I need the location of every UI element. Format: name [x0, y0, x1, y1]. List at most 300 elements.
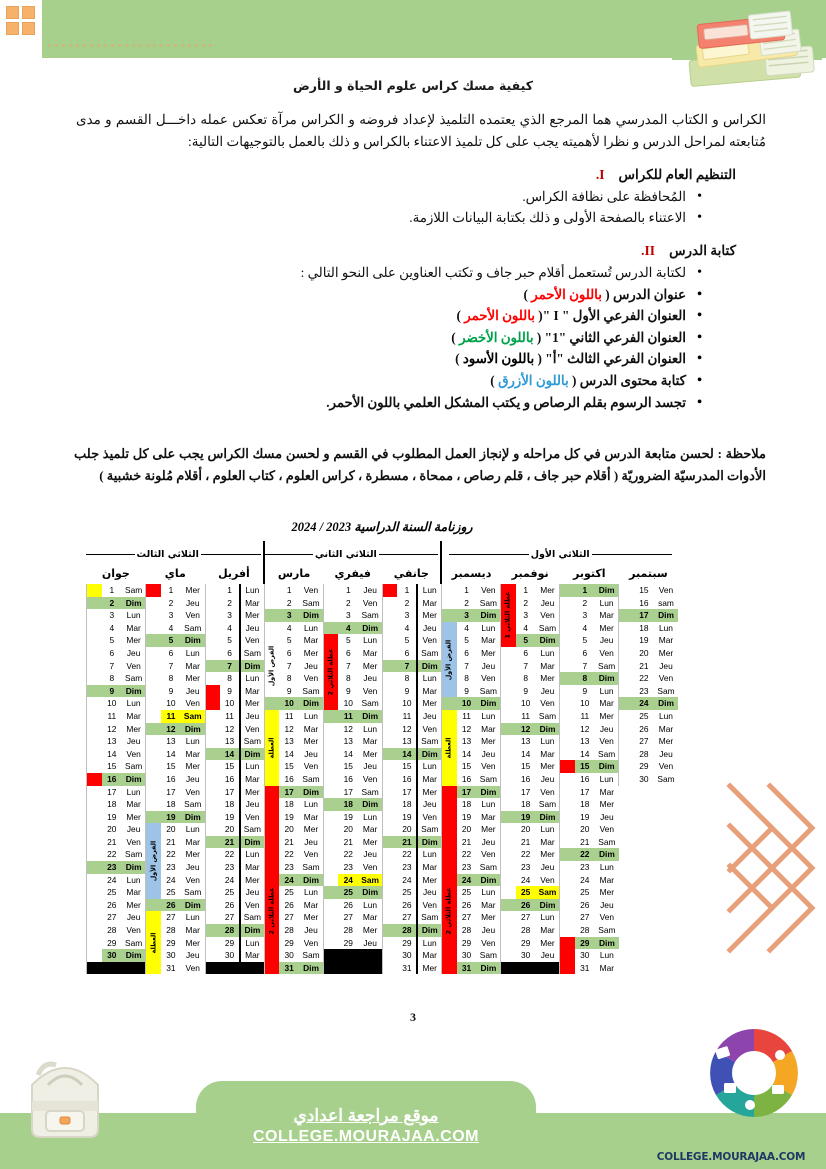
vertical-annotation-label: عطلة الثلاثي 2	[267, 887, 276, 935]
day-number-cell: 21	[338, 836, 358, 849]
day-marker-cell	[205, 773, 220, 786]
day-marker-cell	[146, 710, 161, 723]
day-number-cell: 10	[397, 697, 417, 710]
day-name-cell: Ven	[654, 584, 678, 597]
day-name-cell: Jeu	[181, 685, 205, 698]
month-header-سبتمبر: سبتمبر	[629, 567, 668, 580]
day-marker-cell	[264, 622, 279, 635]
day-number-cell: 23	[220, 861, 240, 874]
day-number-cell: 12	[102, 723, 122, 736]
day-marker-cell	[264, 823, 279, 836]
day-number-cell: 25	[279, 886, 299, 899]
day-number-cell: 8	[397, 672, 417, 685]
day-number-cell: 14	[279, 748, 299, 761]
day-name-cell: Dim	[358, 886, 382, 899]
colored-phrase: باللون الأسود	[462, 351, 535, 367]
day-name-cell: Ven	[358, 773, 382, 786]
day-number-cell: 31	[575, 962, 595, 975]
day-number-cell: 23	[457, 861, 477, 874]
day-marker-cell	[619, 823, 634, 836]
day-name-cell: Mer	[358, 836, 382, 849]
day-name-cell: Dim	[536, 634, 560, 647]
day-number-cell: 8	[102, 672, 122, 685]
table-row	[87, 660, 679, 673]
day-number-cell: 30	[575, 949, 595, 962]
table-row	[87, 949, 679, 962]
day-number-cell: 5	[338, 634, 358, 647]
day-name-cell: Dim	[417, 836, 441, 849]
day-marker-cell	[87, 685, 102, 698]
day-marker-cell	[87, 735, 102, 748]
day-name-cell: Mer	[417, 874, 441, 887]
day-name-cell: Sam	[122, 937, 146, 950]
day-name-cell: Jeu	[122, 647, 146, 660]
day-number-cell: 4	[397, 622, 417, 635]
day-number-cell: 12	[220, 723, 240, 736]
vertical-annotation-label: الفرض الأول	[149, 840, 158, 882]
day-number-cell: 11	[102, 710, 122, 723]
day-name-cell: Dim	[299, 609, 323, 622]
day-marker-cell	[442, 823, 457, 836]
day-name-cell: Jeu	[595, 811, 619, 824]
day-number-cell: 30	[279, 949, 299, 962]
day-name-cell: Mar	[358, 647, 382, 660]
day-name-cell: Sam	[240, 911, 264, 924]
day-marker-cell	[205, 597, 220, 610]
day-number-cell: 11	[161, 710, 181, 723]
day-name-cell: Ven	[477, 672, 501, 685]
day-marker-cell	[560, 937, 575, 950]
calendar-title-row	[86, 513, 678, 541]
day-name-cell: Jeu	[240, 622, 264, 635]
day-number-cell: 20	[279, 823, 299, 836]
day-name-cell: Jeu	[240, 886, 264, 899]
day-number-cell: 3	[102, 609, 122, 622]
day-name-cell: Sam	[477, 773, 501, 786]
table-row	[87, 710, 679, 723]
day-marker-cell	[442, 597, 457, 610]
day-number-cell: 14	[102, 748, 122, 761]
day-marker-cell	[619, 634, 634, 647]
day-marker-cell	[382, 685, 397, 698]
day-number-cell: 18	[397, 798, 417, 811]
day-number-cell: 18	[102, 798, 122, 811]
day-marker-cell	[205, 660, 220, 673]
day-number-cell: 9	[516, 685, 536, 698]
day-number-cell: 25	[397, 886, 417, 899]
day-name-cell: Ven	[299, 848, 323, 861]
day-name-cell: Mer	[358, 660, 382, 673]
day-number-cell: 2	[220, 597, 240, 610]
list-item: • لكتابة الدرس تُستعمل أقلام حبر جاف و تكتب العناوين على النحو التالي :	[60, 263, 704, 284]
day-marker-cell	[501, 962, 516, 975]
day-name-cell: Ven	[122, 660, 146, 673]
day-number-cell: 26	[457, 899, 477, 912]
day-marker-cell	[560, 748, 575, 761]
day-marker-cell	[205, 937, 220, 950]
day-number-cell: 12	[397, 723, 417, 736]
day-name-cell: Lun	[181, 823, 205, 836]
day-marker-cell	[87, 634, 102, 647]
day-marker-cell	[560, 848, 575, 861]
day-name-cell: Lun	[299, 886, 323, 899]
day-name-cell: Ven	[536, 609, 560, 622]
day-marker-cell	[87, 798, 102, 811]
day-marker-cell	[146, 622, 161, 635]
day-marker-cell	[382, 672, 397, 685]
section-1-list	[60, 187, 704, 229]
table-row	[87, 899, 679, 912]
day-name-cell: Sam	[595, 924, 619, 937]
day-number-cell: 25	[457, 886, 477, 899]
day-number-cell: 27	[575, 911, 595, 924]
day-name-cell: Jeu	[240, 710, 264, 723]
day-name-cell: Sam	[181, 798, 205, 811]
day-name-cell: Jeu	[654, 660, 678, 673]
day-name-cell: Mar	[299, 899, 323, 912]
site-footer-text	[196, 1087, 536, 1165]
day-marker-cell	[323, 760, 338, 773]
day-name-cell: Mar	[417, 597, 441, 610]
day-name-cell: Ven	[181, 609, 205, 622]
day-number-cell: 16	[279, 773, 299, 786]
day-number-cell: 24	[161, 874, 181, 887]
day-number-cell: 25	[575, 886, 595, 899]
day-name-cell: Dim	[122, 597, 146, 610]
day-number-cell: 27	[516, 911, 536, 924]
day-number-cell: 5	[102, 634, 122, 647]
day-number-cell: 26	[102, 899, 122, 912]
table-row	[87, 861, 679, 874]
day-number-cell: 20	[102, 823, 122, 836]
day-number-cell: 17	[102, 786, 122, 799]
day-name-cell: Sam	[536, 622, 560, 635]
day-name-cell: Lun	[240, 760, 264, 773]
day-name-cell: Mar	[122, 622, 146, 635]
day-number-cell: 31	[161, 962, 181, 975]
day-number-cell: 27	[338, 911, 358, 924]
day-name-cell: Dim	[654, 609, 678, 622]
day-number-cell: 1	[279, 584, 299, 597]
day-name-cell: Jeu	[595, 899, 619, 912]
day-name-cell: Ven	[358, 597, 382, 610]
day-marker-cell	[87, 823, 102, 836]
day-marker-cell	[264, 609, 279, 622]
day-marker-cell	[619, 836, 634, 849]
trimester-label: الثلاثي الثاني	[265, 545, 440, 560]
day-name-cell: Mar	[417, 685, 441, 698]
day-marker-cell	[501, 823, 516, 836]
day-marker-cell	[323, 634, 338, 710]
day-number-cell: 14	[516, 748, 536, 761]
day-name-cell: Lun	[181, 735, 205, 748]
day-name-cell: Mer	[122, 899, 146, 912]
table-row	[87, 609, 679, 622]
day-name-cell: Ven	[654, 672, 678, 685]
day-name-cell: Mar	[358, 911, 382, 924]
vertical-annotation-label: عطلة الثلاثي 2	[444, 887, 453, 935]
day-name-cell: Mer	[417, 962, 441, 975]
day-name-cell: Mer	[299, 911, 323, 924]
day-name-cell: Mer	[240, 697, 264, 710]
day-marker-cell	[382, 710, 397, 723]
day-number-cell: 9	[397, 685, 417, 698]
day-marker-cell	[323, 937, 338, 950]
table-row	[87, 723, 679, 736]
section-numeral-2: II.	[641, 242, 656, 258]
day-number-cell: 21	[397, 836, 417, 849]
day-marker-cell	[560, 634, 575, 647]
day-name-cell: Mar	[299, 723, 323, 736]
day-marker-cell	[501, 836, 516, 849]
day-marker-cell	[205, 584, 220, 597]
day-marker-cell	[619, 848, 634, 861]
page-title: كيفية مسك كراس علوم الحياة و الأرض	[292, 78, 534, 93]
day-number-cell: 25	[338, 886, 358, 899]
day-marker-cell	[264, 584, 279, 597]
day-name-cell: Dim	[358, 622, 382, 635]
day-marker-cell	[323, 748, 338, 761]
day-name-cell: Lun	[358, 634, 382, 647]
table-row	[87, 823, 679, 836]
day-marker-cell	[146, 735, 161, 748]
day-number-cell: 22	[575, 848, 595, 861]
day-name-cell: Jeu	[358, 760, 382, 773]
day-marker-cell	[501, 735, 516, 748]
day-marker-cell	[619, 660, 634, 673]
day-name-cell: Dim	[417, 924, 441, 937]
day-marker-cell	[382, 735, 397, 748]
day-name-cell: Mar	[299, 634, 323, 647]
day-number-cell: 8	[575, 672, 595, 685]
day-marker-cell	[382, 609, 397, 622]
day-marker-cell	[619, 672, 634, 685]
day-marker-cell	[501, 811, 516, 824]
day-name-cell: Ven	[595, 735, 619, 748]
day-number-cell: 22	[279, 848, 299, 861]
day-name-cell: Ven	[654, 760, 678, 773]
day-marker-cell	[205, 874, 220, 887]
day-marker-cell	[382, 697, 397, 710]
day-number-cell: 6	[220, 647, 240, 660]
table-row	[87, 760, 679, 773]
month-header-جوان: جوان	[101, 567, 130, 580]
day-marker-cell	[205, 811, 220, 824]
day-number-cell: 29	[161, 937, 181, 950]
day-name-cell: Sam	[299, 685, 323, 698]
day-number-cell: 5	[161, 634, 181, 647]
day-name-cell: Lun	[358, 811, 382, 824]
day-name-cell: Sam	[358, 874, 382, 887]
day-name-cell: Jeu	[358, 584, 382, 597]
day-marker-cell	[442, 584, 457, 597]
day-number-cell: 15	[338, 760, 358, 773]
day-number-cell: 22	[634, 672, 654, 685]
day-marker-cell	[560, 760, 575, 773]
day-number-cell: 16	[516, 773, 536, 786]
day-number-cell	[634, 836, 654, 849]
day-name-cell: Dim	[595, 672, 619, 685]
day-name-cell: Jeu	[299, 660, 323, 673]
day-marker-cell	[442, 836, 457, 849]
day-name-cell: Sam	[595, 748, 619, 761]
day-name-cell: Mar	[477, 634, 501, 647]
day-name-cell: Mer	[536, 584, 560, 597]
day-marker-cell	[205, 748, 220, 761]
day-marker-cell	[560, 622, 575, 635]
day-marker-cell	[560, 786, 575, 799]
day-number-cell: 16	[634, 597, 654, 610]
day-number-cell: 8	[161, 672, 181, 685]
table-row	[87, 672, 679, 685]
day-name-cell: Ven	[477, 760, 501, 773]
day-marker-cell	[146, 748, 161, 761]
day-number-cell	[634, 823, 654, 836]
day-name-cell: Mar	[417, 861, 441, 874]
day-number-cell: 22	[161, 848, 181, 861]
day-marker-cell	[146, 723, 161, 736]
day-marker-cell	[146, 811, 161, 824]
day-number-cell: 6	[397, 647, 417, 660]
day-number-cell: 30	[220, 949, 240, 962]
day-marker-cell	[619, 798, 634, 811]
day-number-cell: 13	[397, 735, 417, 748]
day-number-cell	[634, 848, 654, 861]
day-name-cell: Jeu	[299, 748, 323, 761]
day-marker-cell	[323, 622, 338, 635]
day-name-cell: Lun	[299, 622, 323, 635]
day-name-cell: Sam	[122, 760, 146, 773]
month-header-فيفري: فيفري	[334, 567, 371, 580]
day-number-cell: 11	[457, 710, 477, 723]
day-number-cell: 18	[161, 798, 181, 811]
day-marker-cell	[323, 723, 338, 736]
day-name-cell	[654, 962, 678, 975]
day-name-cell: Ven	[477, 937, 501, 950]
day-number-cell: 23	[102, 861, 122, 874]
day-name-cell: Sam	[654, 685, 678, 698]
day-number-cell: 17	[397, 786, 417, 799]
day-marker-cell	[323, 597, 338, 610]
day-name-cell: Mer	[122, 811, 146, 824]
day-number-cell: 7	[279, 660, 299, 673]
day-name-cell: Jeu	[477, 660, 501, 673]
day-number-cell: 7	[397, 660, 417, 673]
day-marker-cell	[382, 773, 397, 786]
day-name-cell: Lun	[240, 937, 264, 950]
day-number-cell: 2	[516, 597, 536, 610]
day-marker-cell	[146, 899, 161, 912]
day-number-cell: 23	[397, 861, 417, 874]
day-marker-cell	[382, 899, 397, 912]
day-number-cell: 9	[220, 685, 240, 698]
day-number-cell: 1	[397, 584, 417, 597]
day-number-cell: 15	[102, 760, 122, 773]
corner-square-4	[22, 22, 35, 35]
footer-wheel-caption: COLLEGE.MOURAJAA.COM	[656, 1151, 806, 1163]
day-marker-cell	[323, 735, 338, 748]
day-number-cell	[634, 949, 654, 962]
day-number-cell: 4	[102, 622, 122, 635]
day-marker-cell	[87, 647, 102, 660]
day-marker-cell	[205, 798, 220, 811]
day-marker-cell	[382, 748, 397, 761]
subjects-wheel-illustration-icon	[690, 1021, 818, 1131]
day-name-cell: Lun	[654, 710, 678, 723]
table-row	[87, 773, 679, 786]
day-marker-cell	[560, 609, 575, 622]
day-name-cell: Mer	[181, 937, 205, 950]
day-number-cell: 19	[102, 811, 122, 824]
day-number-cell: 27	[457, 911, 477, 924]
day-number-cell: 20	[220, 823, 240, 836]
day-number-cell: 6	[575, 647, 595, 660]
day-number-cell: 19	[575, 811, 595, 824]
list-item: • كتابة محتوى الدرس ( باللون الأزرق )	[60, 371, 704, 392]
day-name-cell: Ven	[417, 899, 441, 912]
day-marker-cell	[382, 760, 397, 773]
day-marker-cell	[87, 848, 102, 861]
day-number-cell: 28	[220, 924, 240, 937]
day-name-cell: Mar	[477, 811, 501, 824]
day-name-cell: Sam	[181, 710, 205, 723]
day-name-cell: Mer	[181, 672, 205, 685]
day-number-cell: 11	[397, 710, 417, 723]
day-marker-cell	[382, 597, 397, 610]
day-name-cell: Lun	[358, 899, 382, 912]
day-name-cell: Sam	[417, 735, 441, 748]
day-number-cell: 23	[634, 685, 654, 698]
day-number-cell: 17	[634, 609, 654, 622]
day-name-cell: Jeu	[477, 836, 501, 849]
day-name-cell: Jeu	[477, 924, 501, 937]
calendar-day-grid	[86, 584, 678, 974]
day-number-cell: 1	[102, 584, 122, 597]
colored-phrase: باللون الأزرق	[498, 372, 569, 388]
day-marker-cell	[264, 634, 279, 697]
day-number-cell: 4	[279, 622, 299, 635]
day-number-cell: 5	[516, 634, 536, 647]
day-marker-cell	[619, 949, 634, 962]
day-name-cell: Dim	[536, 723, 560, 736]
day-marker-cell	[501, 710, 516, 723]
day-name-cell: Lun	[299, 798, 323, 811]
day-marker-cell	[87, 710, 102, 723]
list-item: • المُحافظة على نظافة الكراس.	[60, 187, 704, 208]
day-marker-cell	[87, 949, 102, 962]
day-name-cell: Mar	[122, 886, 146, 899]
day-name-cell: Mar	[240, 773, 264, 786]
day-name-cell: Dim	[181, 899, 205, 912]
day-name-cell	[536, 962, 560, 975]
day-marker-cell	[146, 760, 161, 773]
day-marker-cell	[560, 949, 575, 962]
day-number-cell: 28	[457, 924, 477, 937]
day-number-cell: 30	[634, 773, 654, 786]
day-name-cell: Lun	[536, 735, 560, 748]
day-marker-cell	[146, 660, 161, 673]
day-name-cell: Dim	[477, 609, 501, 622]
day-name-cell: Ven	[536, 786, 560, 799]
day-marker-cell	[560, 874, 575, 887]
day-number-cell: 27	[634, 735, 654, 748]
day-number-cell	[634, 786, 654, 799]
day-marker-cell	[560, 836, 575, 849]
day-name-cell: Lun	[358, 723, 382, 736]
day-number-cell: 4	[220, 622, 240, 635]
day-marker-cell	[146, 773, 161, 786]
day-name-cell: Mar	[122, 710, 146, 723]
